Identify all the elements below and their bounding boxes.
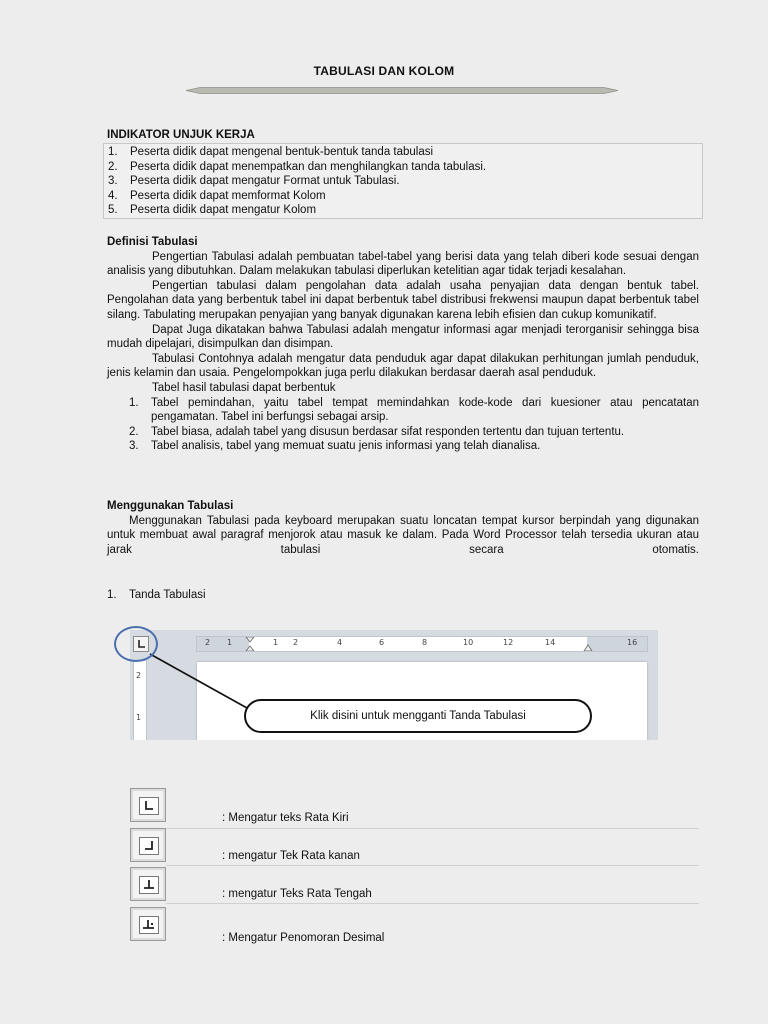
ruler-label: 16 [627, 638, 638, 647]
list-item: 2. Peserta didik dapat menempatkan dan menghilangkan tanda tabulasi. [108, 160, 487, 173]
tanda-heading: 1. Tanda Tabulasi [107, 589, 206, 601]
list-item: 1. Peserta didik dapat mengenal bentuk-bentuk tanda tabulasi [108, 146, 434, 158]
ruler-label: 1 [273, 638, 279, 647]
page-title: TABULASI DAN KOLOM [313, 64, 455, 78]
paragraph: Dapat Juga dikatakan bahwa Tabulasi adalah mengatur informasi agar menjadi terorganisir sehingga bisa mudah dipelajari, disimpulkan dan disimpan. [107, 323, 699, 351]
paragraph: Pengertian tabulasi dalam pengolahan data adalah usaha penyajian data dengan bentuk tabel. Pengolahan data yang berbentuk tabel ini dapat berbentuk tabel distribusi frekwensi maupun dapat berbentuk tabel silang. Tabulating merupakan penyajian yang banyak digunakan karena lebih efisien dan cukup komunikatif. [107, 279, 699, 321]
tab-right-button [130, 828, 166, 862]
list-item: 4. Peserta didik dapat memformat Kolom [108, 189, 326, 202]
list-item: 5. Peserta didik dapat mengatur Kolom [108, 204, 317, 217]
list-item: 2. Tabel biasa, adalah tabel yang disusun berdasar sifat responden tertentu dan tujuan tertentu. [129, 425, 625, 438]
ruler-label: 6 [379, 638, 385, 647]
callout-label: Klik disini untuk mengganti Tanda Tabulasi [244, 699, 592, 733]
ruler-label: 1 [136, 713, 142, 722]
section-heading: Menggunakan Tabulasi [107, 500, 234, 512]
ruler-label: 10 [463, 638, 474, 647]
paragraph: Pengertian Tabulasi adalah pembuatan tabel-tabel yang berisi data yang telah diberi kode sesuai dengan analisis yang dibutuhkan. Dalam melakukan tabulasi diperlukan ketelitian agar tidak terjadi kesalahan. [107, 250, 699, 278]
tab-left-icon [140, 798, 158, 814]
horizontal-ruler[interactable] [196, 636, 648, 652]
tab-left-button [130, 788, 166, 822]
list-item: 3. Tabel analisis, tabel yang memuat suatu jenis informasi yang telah dianalisa. [129, 440, 541, 453]
ruler-label: 12 [503, 638, 514, 647]
ruler-label: 2 [205, 638, 211, 647]
table-types-list [107, 396, 699, 454]
right-indent-marker-icon[interactable] [583, 637, 593, 651]
divider [166, 903, 699, 904]
tab-right-icon [140, 838, 158, 854]
ruler-label: 1 [227, 638, 233, 647]
divider [166, 865, 699, 866]
legend-text: : Mengatur Penomoran Desimal [222, 932, 385, 944]
indicator-heading: INDIKATOR UNJUK KERJA [107, 129, 255, 141]
paragraph: Tabulasi Contohnya adalah mengatur data penduduk agar dapat dilakukan perhitungan jumlah penduduk, jenis kelamin dan usaia. Pengelompokkan juga perlu dilakukan berdasar daerah asal penduduk. [107, 352, 699, 380]
tab-decimal-button [130, 907, 166, 941]
ruler-label: 8 [422, 638, 428, 647]
indicator-list [103, 143, 703, 219]
highlight-circle [114, 626, 158, 662]
definisi-section [107, 235, 699, 454]
title-divider [186, 87, 618, 94]
tab-decimal-icon [140, 917, 158, 933]
tab-center-button [130, 867, 166, 901]
list-item: 1. Tabel pemindahan, yaitu tabel tempat memindahkan kode-kode dari kuesioner atau pencatatan pengamatan. Tabel ini berfungsi sebagai arsip. [129, 396, 699, 424]
section-heading: Definisi Tabulasi [107, 236, 198, 248]
paragraph: Tabel hasil tabulasi dapat berbentuk [152, 381, 336, 394]
tab-center-icon [140, 877, 158, 893]
divider [166, 828, 699, 829]
paragraph: Menggunakan Tabulasi pada keyboard merupakan suatu loncatan tempat kursor berpindah yang digunakan untuk membuat awal paragraf menjorok atau masuk ke dalam. Pada Word Processor telah tersedia ukuran atau jarak tabulasi secara otomatis. [107, 514, 699, 556]
ruler-label: 2 [293, 638, 299, 647]
menggunakan-section [107, 499, 699, 557]
ruler-label: 2 [136, 671, 142, 680]
indent-marker-icon[interactable] [245, 637, 255, 651]
vertical-ruler[interactable] [133, 660, 147, 740]
ruler-label: 4 [337, 638, 343, 647]
ruler-label: 14 [545, 638, 556, 647]
legend-text: : mengatur Tek Rata kanan [222, 850, 360, 862]
list-item: 3. Peserta didik dapat mengatur Format untuk Tabulasi. [108, 175, 400, 188]
legend-text: : mengatur Teks Rata Tengah [222, 888, 372, 900]
legend-text: : Mengatur teks Rata Kiri [222, 812, 349, 824]
